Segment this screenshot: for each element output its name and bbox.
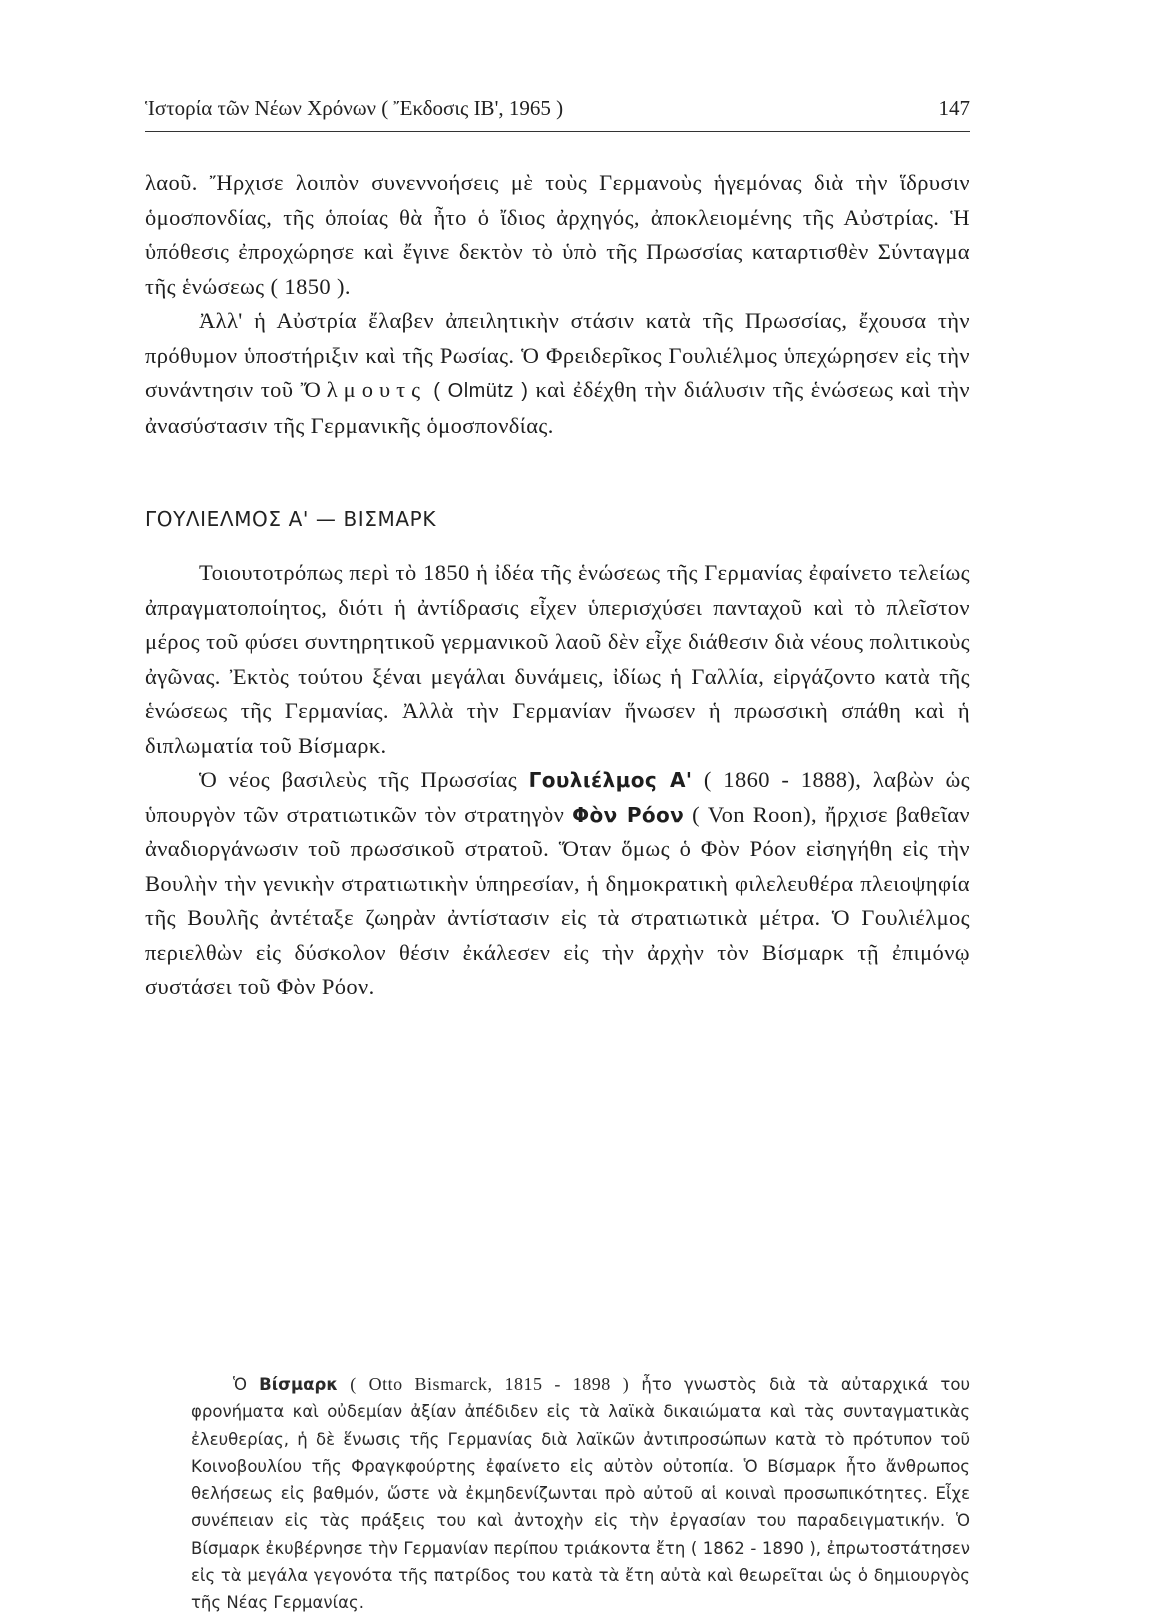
paragraph: Τοιουτοτρόπως περὶ τὸ 1850 ἡ ἰδέα τῆς ἑνώσεως τῆς Γερμανίας ἐφαίνετο τελείως ἀπραγματοποίητος, διότι ἡ ἀντίδρασις εἶχεν ὑπερισχύσει πανταχοῦ καὶ τὸ πλεῖστον μέρος τοῦ φύσει συντηρητικοῦ γερμανικοῦ λαοῦ δὲν εἶχε διάθεσιν διὰ νέους πολιτικοὺς ἀγῶνας. Ἐκτὸς τούτου ξέναι μεγάλαι δυνάμεις, ἰδίως ἡ Γαλλία, εἰργάζοντο κατὰ τῆς ἑνώσεως τῆς Γερμανίας. Ἀλλὰ τὴν Γερμανίαν ἥνωσεν ἡ πρωσσικὴ σπάθη καὶ ἡ διπλωματία τοῦ Βίσμαρκ. [145,560,970,758]
bold-name: Φὸν Ρόον [572,802,685,827]
footnote-paragraph [191,1371,970,1617]
bold-name: Βίσμαρκ [259,1375,339,1394]
latin-name: ( Otto Bismarck, 1815 - 1898 ) [350,1374,630,1394]
section-two-text [145,556,970,1005]
section-heading: ΓΟΥΛΙΕΛΜΟΣ Α' — ΒΙΣΜΑΡΚ [145,507,437,531]
section-one-text [145,166,970,443]
running-title: Ἱστορία τῶν Νέων Χρόνων ( Ἔκδοσις ΙΒ', 1965 ) [145,96,564,120]
bold-name: Γουλιέλμος Α' [528,768,693,792]
text-run: Ἀλλ' ἡ Αὐστρία ἔλαβεν ἀπειλητικὴν στάσιν κατὰ τῆς Πρωσσίας, ἔχουσα τὴν πρόθυμον ὑποστήριξιν καὶ τῆς Ρωσίας. Ὁ Φρειδερῖκος Γουλιέλμος ὑπεχώρησεν εἰς τὴν συνάντησιν τοῦ [145,308,970,402]
text-run: Ὁ [233,1375,247,1394]
latin-name: ( Olmütz ) [433,380,529,402]
paragraph [145,304,970,443]
text-run: καὶ ἐδέχθη τὴν διάλυσιν τῆς ἑνώσεως καὶ τὴν ἀνασύστασιν τῆς Γερμανικῆς ὁμοσπονδίας. [145,377,971,438]
text-run: ἦτο γνωστὸς διὰ τὰ αὐταρχικά του φρονήματα καὶ οὐδεμίαν ἀξίαν ἀπέδιδεν εἰς τὰ λαϊκὰ δικαιώματα καὶ τὰς συνταγματικὰς ἐλευθερίας, ἡ δὲ ἕνωσις τῆς Γερμανίας διὰ λαϊκῶν ἀντιπροσώπων κατὰ τὸ πρότυπον τοῦ Κοινοβουλίου τῆς Φραγκφούρτης ἐφαίνετο εἰς αὐτὸν οὐτοπία. Ὁ Βίσμαρκ ἦτο ἄνθρωπος θελήσεως εἰς βαθμόν, ὥστε νὰ ἐκμηδενίζωνται πρὸ αὐτοῦ αἱ κοιναὶ προσωπικότητες. Εἶχε συνέπειαν εἰς τὰς πράξεις του καὶ ἀντοχὴν εἰς τὴν ἐργασίαν του παραδειγματικήν. Ὁ Βίσμαρκ ἐκυβέρνησε τὴν Γερμανίαν περίπου τριάκοντα ἔτη ( 1862 - 1890 ), ἐπρωτοστάτησεν εἰς τὰ μεγάλα γεγονότα τῆς πατρίδος του κατὰ τὰ ἔτη αὐτὰ καὶ θεωρεῖται ὡς ὁ δημιουργὸς τῆς Νέας Γερμανίας. [191,1375,971,1613]
text-run: ( 1860 - 1888), λαβὼν ὡς ὑπουργὸν τῶν στρατιωτικῶν τὸν στρατηγὸν [145,767,970,827]
footnote-block [191,1371,970,1617]
place-name-spaced: Ὄλμουτς [300,377,427,402]
paragraph: λαοῦ. Ἤρχισε λοιπὸν συνεννοήσεις μὲ τοὺς Γερμανοὺς ἡγεμόνας διὰ τὴν ἵδρυσιν ὁμοσπονδίας, τῆς ὁποίας θὰ ἦτο ὁ ἴδιος ἀρχηγός, ἀποκλειομένης τῆς Αὐστρίας. Ἡ ὑπόθεσις ἐπροχώρησε καὶ ἔγινε δεκτὸν τὸ ὑπὸ τῆς Πρωσσίας καταρτισθὲν Σύνταγμα τῆς ἑνώσεως ( 1850 ). [145,170,970,299]
page-number: 147 [938,96,970,120]
text-run: ἤρχισε βαθεῖαν ἀναδιοργάνωσιν τοῦ πρωσσικοῦ στρατοῦ. Ὅταν ὅμως ὁ Φὸν Ρόον εἰσηγήθη εἰς τὴν Βουλὴν τὴν γενικὴν στρατιωτικὴν ὑπηρεσίαν, ἡ δημοκρατικὴ φιλελευθέρα πλειοψηφία τῆς Βουλῆς ἀντέταξε ζωηρὰν ἀντίστασιν εἰς τὰ στρατιωτικὰ μέτρα. Ὁ Γουλιέλμος περιελθὼν εἰς δύσκολον θέσιν ἐκάλεσεν εἰς τὴν ἀρχὴν τὸν Βίσμαρκ τῇ ἐπιμόνῳ συστάσει τοῦ Φὸν Ρόον. [145,801,970,999]
text-run: Ὁ νέος βασιλεὺς τῆς Πρωσσίας [199,767,518,792]
latin-name: ( Von Roon), [692,801,817,827]
header-rule [145,131,970,132]
paragraph [145,763,970,1005]
